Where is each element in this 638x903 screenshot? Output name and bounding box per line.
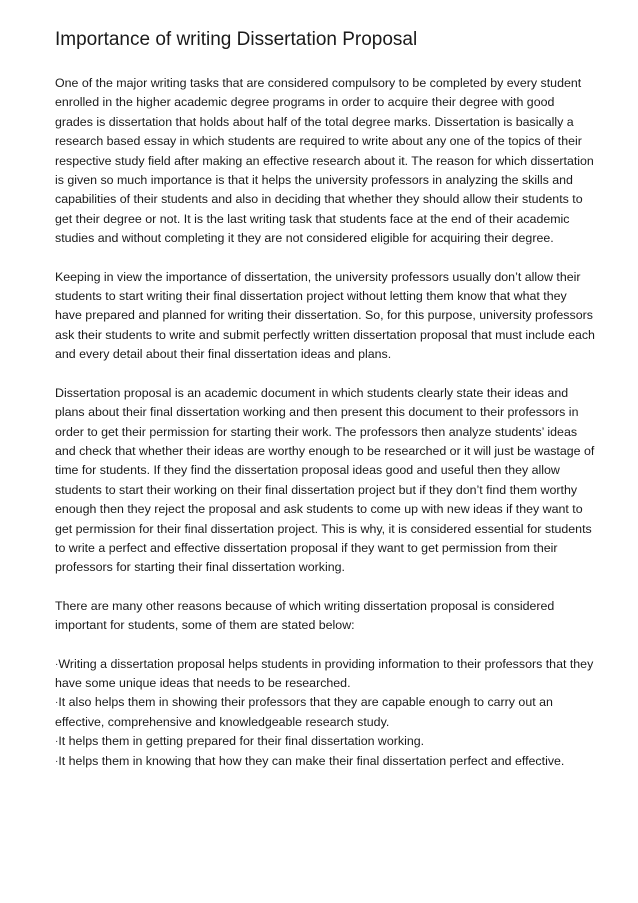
- bullet-marker: ·: [55, 736, 59, 748]
- bullet-marker: ·: [55, 755, 59, 767]
- list-item-text: Writing a dissertation proposal helps students in providing information to their professors that they have some unique ideas that needs to be researched.: [55, 656, 594, 690]
- paragraph-proposal-definition: Dissertation proposal is an academic document in which students clearly state their ideas and plans about their final dissertation working and then present this document to their professors in order to get their permission for starting their work. The professors then analyze students’ ideas and check that whether their ideas are worthy enough to be researched or it will just be wastage of time for students. If they find the dissertation proposal ideas good and useful then they allow students to start their working on their final dissertation project but if they don’t find them worthy enough then they reject the proposal and ask students to come up with new ideas if they want to get permission for their final dissertation project. This is why, it is considered essential for students to write a perfect and effective dissertation proposal if they want to get permission from their professors for starting their final dissertation working.: [55, 385, 595, 575]
- bullet-marker: ·: [55, 697, 59, 709]
- reasons-list: [55, 655, 595, 771]
- list-item: [55, 655, 595, 694]
- paragraph-intro: One of the major writing tasks that are considered compulsory to be completed by every student enrolled in the higher academic degree programs in order to acquire their degree with good grades is dissertation that holds about half of the total degree marks. Dissertation is basically a research based essay in which students are required to write about any one of the topics of their respective study field after making an effective research about it. The reason for which dissertation is given so much importance is that it helps the university professors in analyzing the skills and capabilities of their students and also in deciding that whether they should allow their students to get their degree or not. It is the last writing task that students face at the end of their academic studies and without completing it they are not considered eligible for acquiring their degree.: [55, 76, 594, 246]
- paragraph-reasons-intro: There are many other reasons because of which writing dissertation proposal is considered important for students, some of them are stated below:: [55, 598, 555, 633]
- list-item: [55, 732, 595, 751]
- document-title: Importance of writing Dissertation Proposal: [55, 29, 418, 50]
- list-item: [55, 693, 595, 732]
- list-item: [55, 752, 595, 771]
- document-page: [55, 28, 595, 771]
- list-item-text: It helps them in knowing that how they can make their final dissertation perfect and effective.: [58, 753, 565, 768]
- list-item-text: It also helps them in showing their professors that they are capable enough to carry out an effective, comprehensive and knowledgeable research study.: [55, 695, 553, 729]
- bullet-marker: ·: [55, 658, 59, 670]
- paragraph-professors: Keeping in view the importance of dissertation, the university professors usually don’t allow their students to start writing their final dissertation project without letting them know that what they have prepared and planned for writing their dissertation. So, for this purpose, university professors ask their students to write and submit perfectly written dissertation proposal that must include each and every detail about their final dissertation ideas and plans.: [55, 269, 595, 362]
- list-item-text: It helps them in getting prepared for their final dissertation working.: [58, 734, 425, 749]
